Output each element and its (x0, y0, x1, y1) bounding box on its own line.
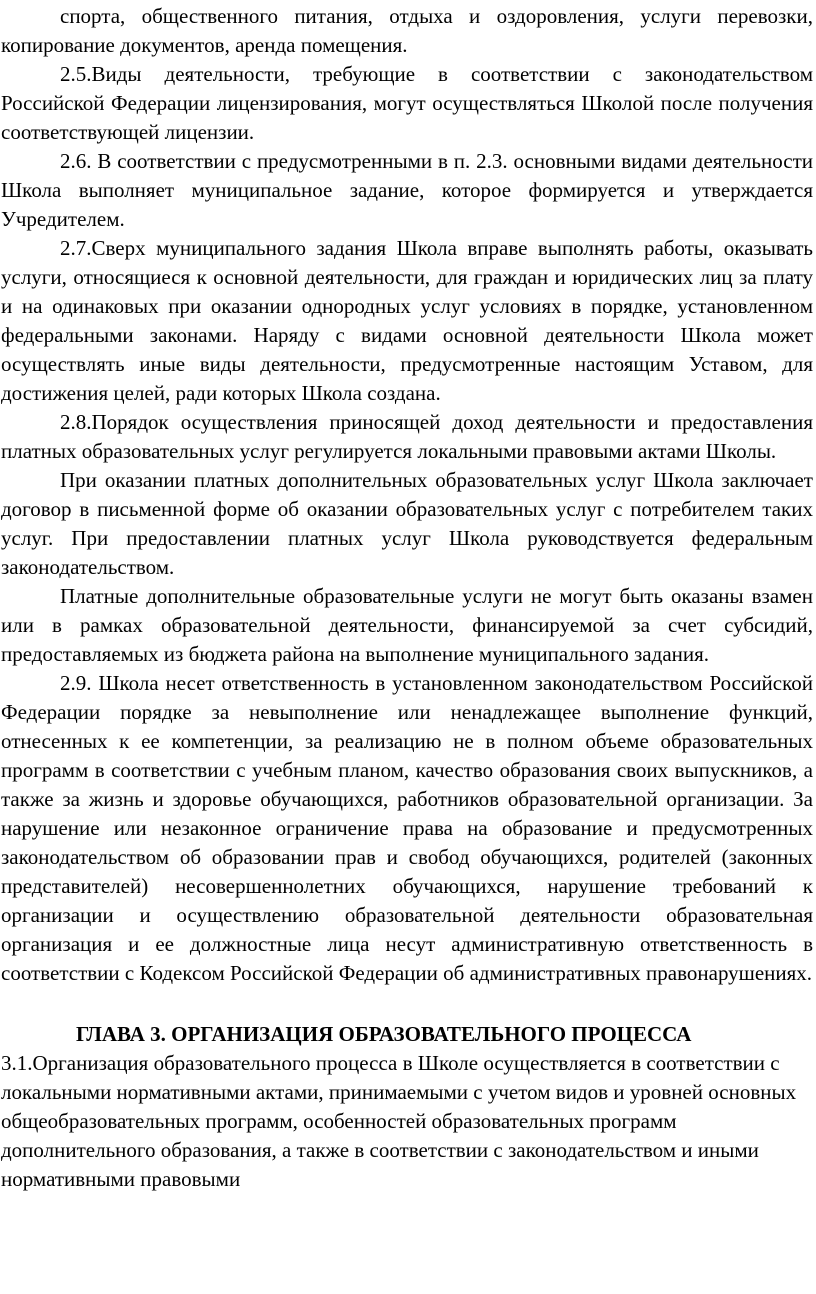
paragraph-services-continued: спорта, общественного питания, отдыха и оздоровления, услуги перевозки, копирование документов, аренда помещения. (1, 4, 813, 57)
chapter-title: ГЛАВА 3. ОРГАНИЗАЦИЯ ОБРАЗОВАТЕЛЬНОГО ПРОЦЕССА (76, 1022, 692, 1046)
paragraph-3-1: 3.1.Организация образовательного процесса в Школе осуществляется в соответствии с локальными нормативными актами, принимаемыми с учетом видов и уровней основных общеобразовательных программ, особенностей образовательных программ дополнительного образования, а также в соответствии с законодательством и иными нормативными правовыми (1, 1051, 797, 1191)
paragraph-2-9: 2.9. Школа несет ответственность в установленном законодательством Российской Федерации порядке за невыполнение или ненадлежащее выполнение функций, отнесенных к ее компетенции, за реализацию не в полном объеме образовательных программ в соответствии с учебным планом, качество образования своих выпускников, а также за жизнь и здоровье обучающихся, работников образовательной организации. За нарушение или незаконное ограничение права на образование и предусмотренных законодательством об образовании прав и свобод обучающихся, родителей (законных представителей) несовершеннолетних обучающихся, нарушение требований к организации и осуществлению образовательной деятельности образовательная организация и ее должностные лица несут административную ответственность в соответствии с Кодексом Российской Федерации об административных правонарушениях. (1, 671, 813, 985)
paragraph-2-6: 2.6. В соответствии с предусмотренными в п. 2.3. основными видами деятельности Школа выполняет муниципальное задание, которое формируется и утверждается Учредителем. (1, 149, 813, 231)
paragraph-2-5: 2.5.Виды деятельности, требующие в соответствии с законодательством Российской Федерации лицензирования, могут осуществляться Школой после получения соответствующей лицензии. (1, 62, 813, 144)
paragraph-paid-services-limits: Платные дополнительные образовательные услуги не могут быть оказаны взамен или в рамках образовательной деятельности, финансируемой за счет субсидий, предоставляемых из бюджета района на выполнение муниципального задания. (1, 584, 813, 666)
paragraph-2-7: 2.7.Сверх муниципального задания Школа вправе выполнять работы, оказывать услуги, относящиеся к основной деятельности, для граждан и юридических лиц за плату и на одинаковых при оказании однородных услуг условиях в порядке, установленном федеральными законами. Наряду с видами основной деятельности Школа может осуществлять иные виды деятельности, предусмотренные настоящим Уставом, для достижения целей, ради которых Школа создана. (1, 236, 813, 405)
paragraph-2-8: 2.8.Порядок осуществления приносящей доход деятельности и предоставления платных образовательных услуг регулируется локальными правовыми актами Школы. (1, 410, 813, 463)
paragraph-paid-services-contract: При оказании платных дополнительных образовательных услуг Школа заключает договор в письменной форме об оказании образовательных услуг с потребителем таких услуг. При предоставлении платных услуг Школа руководствуется федеральным законодательством. (1, 468, 813, 579)
